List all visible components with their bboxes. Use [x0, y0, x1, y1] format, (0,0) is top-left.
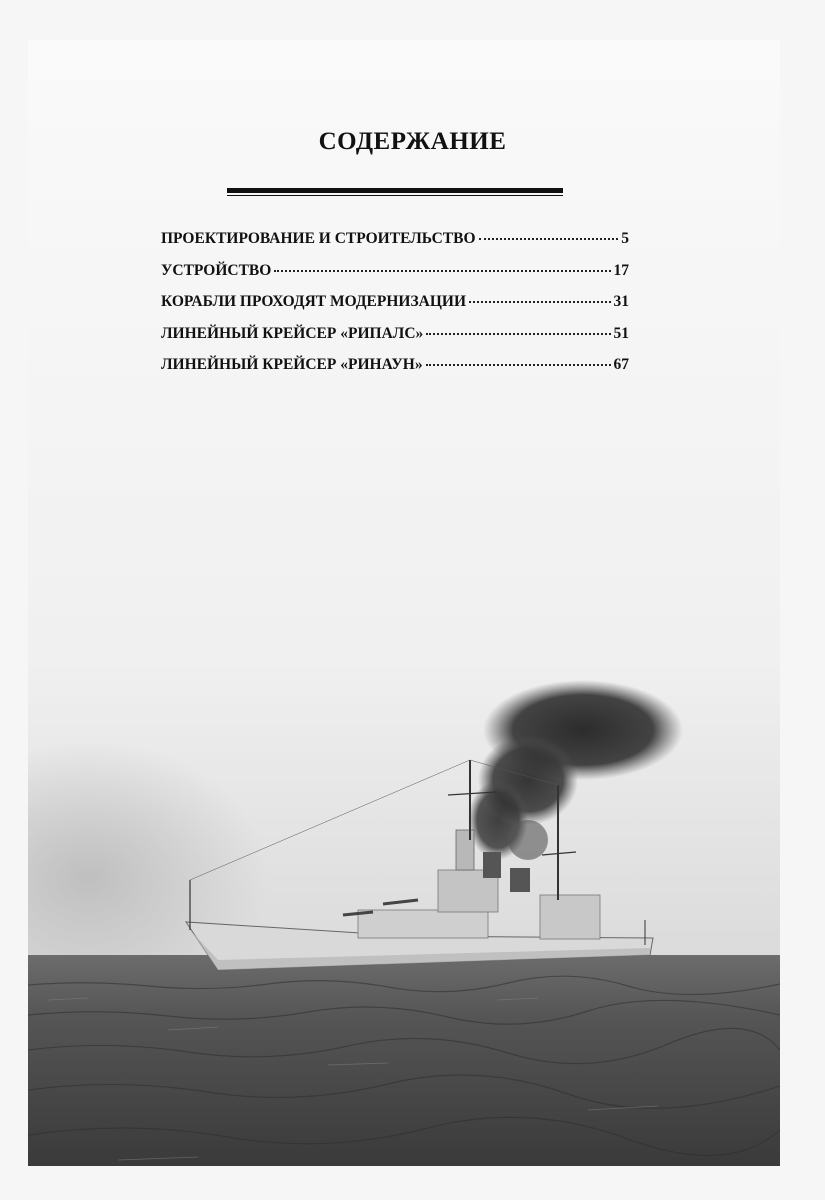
- dot-leader: [469, 300, 610, 303]
- dot-leader: [426, 363, 611, 366]
- toc-entry-page: 51: [613, 324, 629, 342]
- dot-leader: [426, 332, 610, 335]
- toc-entry-page: 5: [621, 230, 629, 247]
- toc-entry-label: КОРАБЛИ ПРОХОДЯТ МОДЕРНИЗАЦИИ: [161, 293, 467, 310]
- title-divider: [227, 188, 563, 198]
- table-of-contents: [0, 0, 825, 400]
- toc-title: СОДЕРЖАНИЕ: [318, 128, 507, 155]
- toc-entry-label: ЛИНЕЙНЫЙ КРЕЙСЕР «РИНАУН»: [161, 356, 423, 373]
- toc-entry-label: ЛИНЕЙНЫЙ КРЕЙСЕР «РИПАЛС»: [161, 324, 424, 342]
- toc-entry-label: ПРОЕКТИРОВАНИЕ И СТРОИТЕЛЬСТВО: [161, 230, 476, 247]
- toc-entry-page: 31: [613, 293, 629, 310]
- toc-entry-modernization[interactable]: [161, 293, 629, 325]
- toc-entry-label: УСТРОЙСТВО: [161, 261, 272, 279]
- toc-list: [161, 230, 629, 388]
- toc-entry-structure[interactable]: [161, 262, 629, 294]
- toc-entry-renown[interactable]: [161, 356, 629, 388]
- toc-entry-page: 67: [613, 356, 629, 373]
- dot-leader: [274, 269, 610, 272]
- toc-entry-design-construction[interactable]: [161, 230, 629, 262]
- dot-leader: [479, 237, 619, 240]
- toc-entry-page: 17: [613, 261, 629, 279]
- toc-entry-repulse[interactable]: [161, 325, 629, 357]
